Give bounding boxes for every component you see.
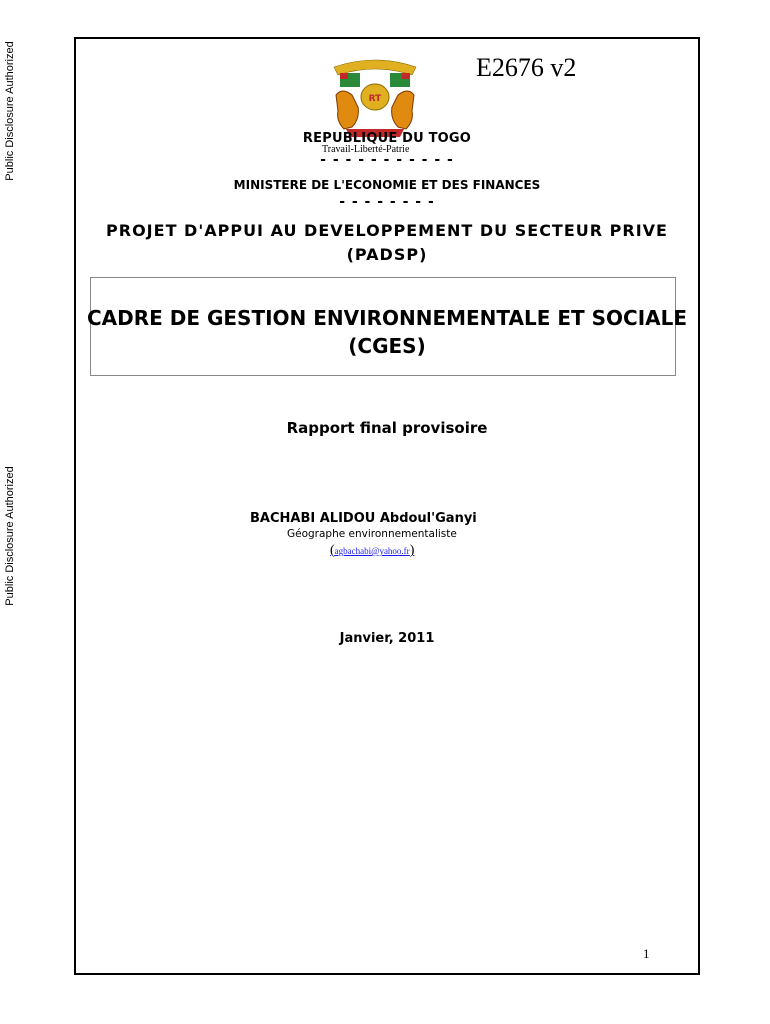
document-code: E2676 v2 bbox=[476, 53, 577, 82]
emblem-initials: RT bbox=[368, 94, 382, 104]
disclosure-label-top: Public Disclosure Authorized bbox=[4, 41, 16, 181]
author-role: Géographe environnementaliste bbox=[287, 528, 457, 540]
document-title-line2: (CGES) bbox=[348, 334, 426, 358]
national-motto: Travail-Liberté-Patrie bbox=[322, 144, 410, 155]
document-title bbox=[74, 304, 700, 360]
open-paren: ( bbox=[330, 543, 335, 558]
country-name: REPUBLIQUE DU TOGO bbox=[302, 131, 472, 146]
project-title-line2: (PADSP) bbox=[346, 245, 428, 264]
publication-date: Janvier, 2011 bbox=[339, 631, 435, 646]
project-title-line1: PROJET D'APPUI AU DEVELOPPEMENT DU SECTEUR PRIVE bbox=[106, 221, 668, 240]
separator-long: - - - - - - - - - - - bbox=[320, 152, 454, 168]
author-email-link[interactable]: agbachabi@yahoo.fr bbox=[334, 546, 410, 556]
togo-coat-of-arms-emblem bbox=[320, 55, 430, 140]
project-title bbox=[74, 219, 700, 267]
author-email-line bbox=[330, 543, 414, 559]
page-number: 1 bbox=[643, 946, 650, 961]
separator-short: - - - - - - - - bbox=[339, 194, 435, 210]
disclosure-label-middle: Public Disclosure Authorized bbox=[4, 466, 16, 606]
report-type: Rapport final provisoire bbox=[286, 419, 488, 437]
author-name: BACHABI ALIDOU Abdoul'Ganyi bbox=[250, 511, 477, 526]
document-title-line1: CADRE DE GESTION ENVIRONNEMENTALE ET SOCIALE bbox=[86, 306, 688, 330]
ministry-name: MINISTERE DE L'ECONOMIE ET DES FINANCES bbox=[233, 178, 541, 192]
close-paren: ) bbox=[409, 543, 415, 558]
